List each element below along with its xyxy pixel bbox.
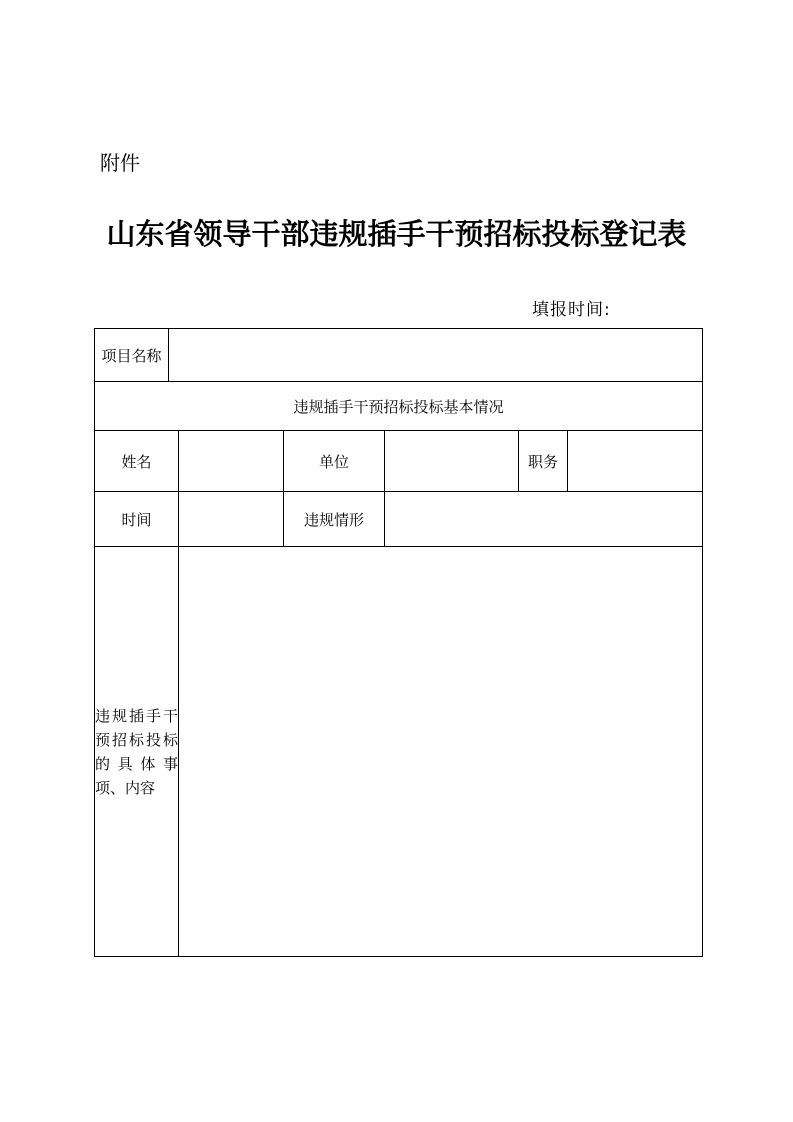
details-label-line: 违规插手干 [95, 706, 178, 725]
details-label-line: 预招标投标 [95, 730, 178, 749]
unit-label: 单位 [284, 431, 385, 492]
project-name-label: 项目名称 [95, 329, 169, 382]
name-field[interactable] [179, 431, 284, 492]
position-label: 职务 [519, 431, 568, 492]
fill-time [532, 298, 651, 322]
name-label: 姓名 [95, 431, 179, 492]
violation-type-field[interactable] [385, 492, 703, 547]
project-name-field[interactable] [169, 329, 703, 382]
time-label: 时间 [95, 492, 179, 547]
details-label [95, 547, 179, 957]
violation-type-label: 违规情形 [284, 492, 385, 547]
details-field[interactable] [179, 547, 703, 957]
position-field[interactable] [568, 431, 703, 492]
details-label-line: 的 具 体 事 [95, 754, 178, 773]
details-label-line: 项、内容 [95, 778, 156, 797]
unit-field[interactable] [385, 431, 519, 492]
registration-form-table [94, 328, 703, 957]
section-title: 违规插手干预招标投标基本情况 [95, 382, 703, 431]
page-title: 山东省领导干部违规插手干预招标投标登记表 [106, 217, 687, 251]
fill-time-label: 填报时间: [532, 300, 611, 320]
time-field[interactable] [179, 492, 284, 547]
attachment-label: 附件 [100, 151, 140, 175]
